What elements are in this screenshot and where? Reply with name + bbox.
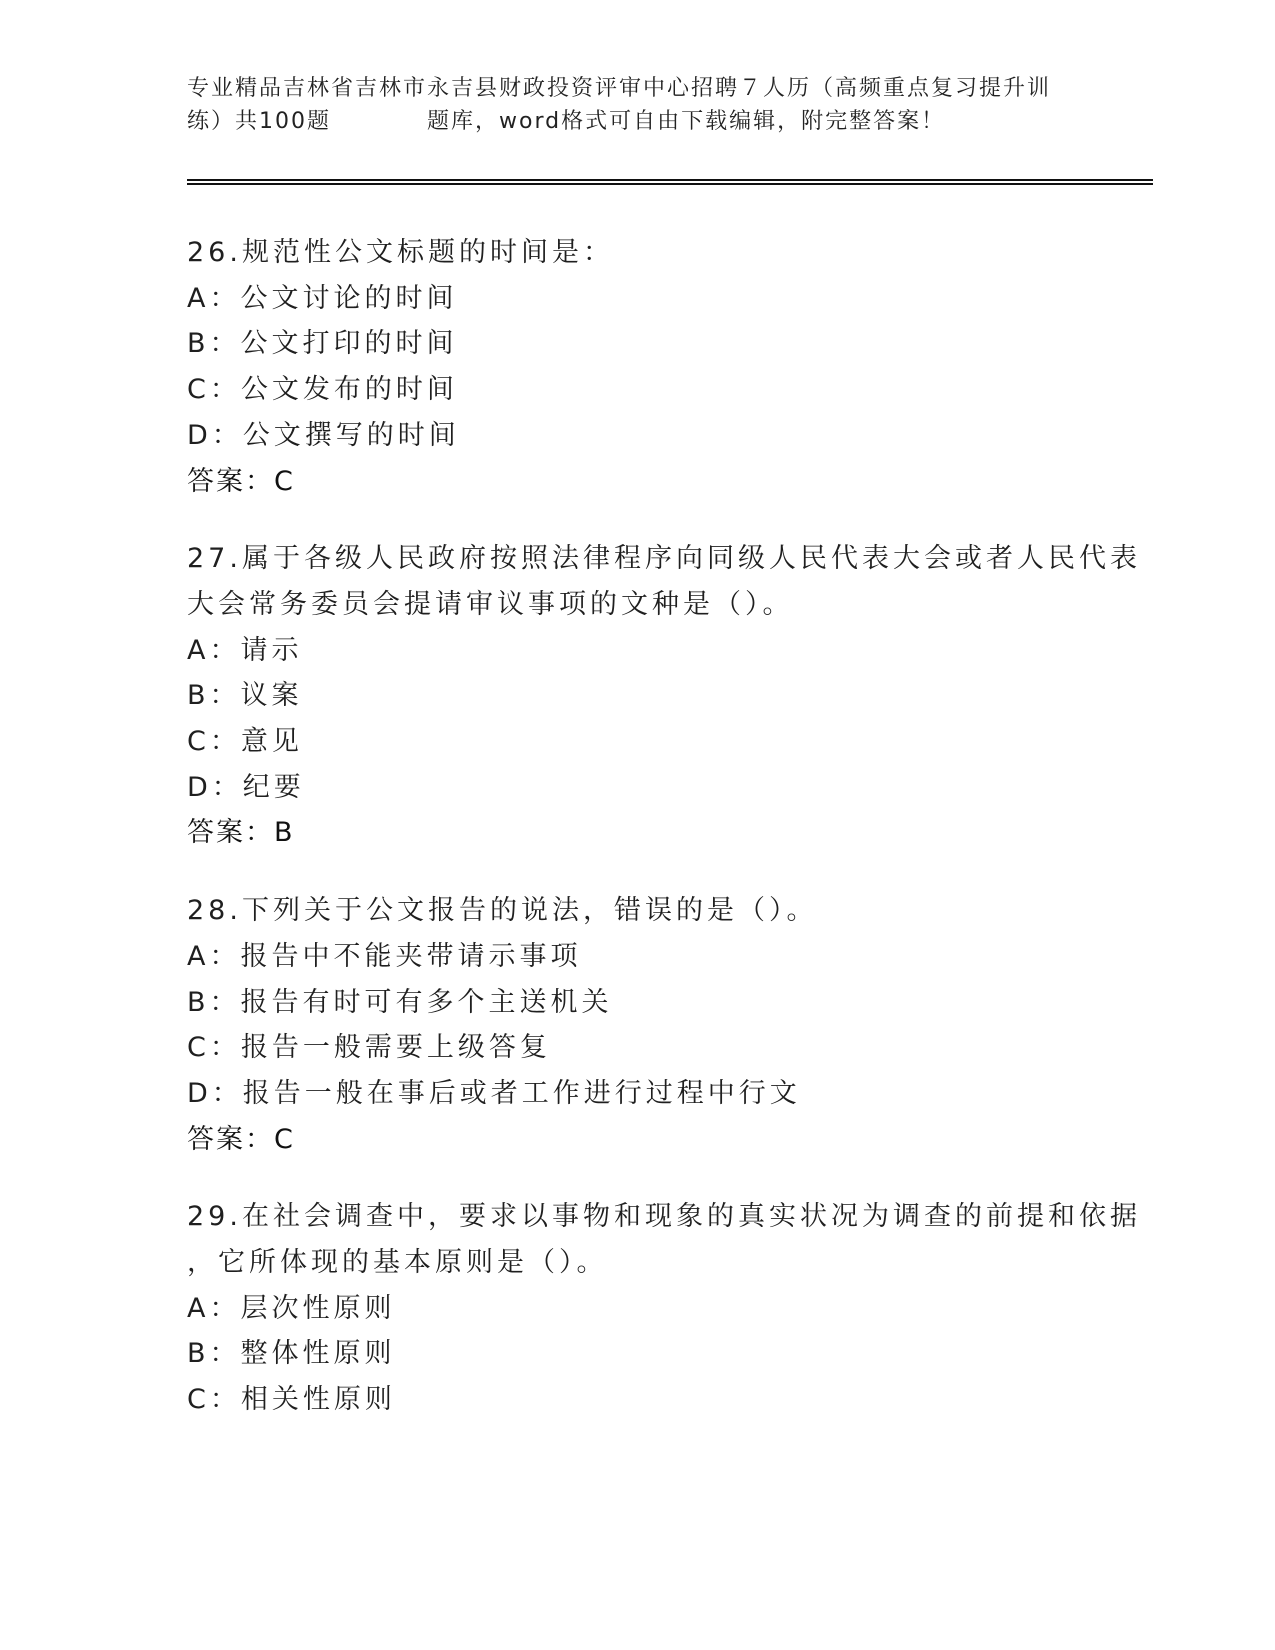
question-stem: 29.在社会调查中，要求以事物和现象的真实状况为调查的前提和依据 xyxy=(187,1201,1141,1233)
option-c: C：意见 xyxy=(187,726,303,758)
option-b: B：议案 xyxy=(187,680,303,712)
option-a: A：公文讨论的时间 xyxy=(187,282,458,314)
question-29 xyxy=(187,1194,1147,1423)
option-b: B：整体性原则 xyxy=(187,1338,396,1370)
question-list xyxy=(187,230,1147,1455)
answer-label: 答案：C xyxy=(187,465,295,497)
question-stem: 28.下列关于公文报告的说法，错误的是（）。 xyxy=(187,895,818,927)
option-c: C：报告一般需要上级答复 xyxy=(187,1032,551,1064)
option-c: C：相关性原则 xyxy=(187,1384,396,1416)
option-b: B：公文打印的时间 xyxy=(187,328,458,360)
document-header xyxy=(187,72,1087,138)
question-28 xyxy=(187,888,1147,1162)
question-27 xyxy=(187,536,1147,856)
answer-label: 答案：B xyxy=(187,817,295,849)
option-d: D：报告一般在事后或者工作进行过程中行文 xyxy=(187,1077,801,1109)
option-d: D：公文撰写的时间 xyxy=(187,419,460,451)
header-title-line-2: 练）共100题 题库，word格式可自由下载编辑，附完整答案！ xyxy=(187,109,946,134)
question-stem-continued: 大会常务委员会提请审议事项的文种是（）。 xyxy=(187,588,794,620)
question-26 xyxy=(187,230,1147,504)
option-b: B：报告有时可有多个主送机关 xyxy=(187,986,613,1018)
option-c: C：公文发布的时间 xyxy=(187,374,458,406)
option-d: D：纪要 xyxy=(187,771,305,803)
header-title-line-1: 专业精品吉林省吉林市永吉县财政投资评审中心招聘７人历（高频重点复习提升训 xyxy=(187,76,1052,101)
header-double-rule xyxy=(187,179,1153,185)
option-a: A：请示 xyxy=(187,634,303,666)
option-a: A：层次性原则 xyxy=(187,1292,396,1324)
question-stem: 27.属于各级人民政府按照法律程序向同级人民代表大会或者人民代表 xyxy=(187,543,1141,575)
question-stem: 26.规范性公文标题的时间是： xyxy=(187,237,614,268)
answer-label: 答案：C xyxy=(187,1123,295,1155)
option-a: A：报告中不能夹带请示事项 xyxy=(187,940,582,972)
question-stem-continued: ，它所体现的基本原则是（）。 xyxy=(187,1247,608,1279)
